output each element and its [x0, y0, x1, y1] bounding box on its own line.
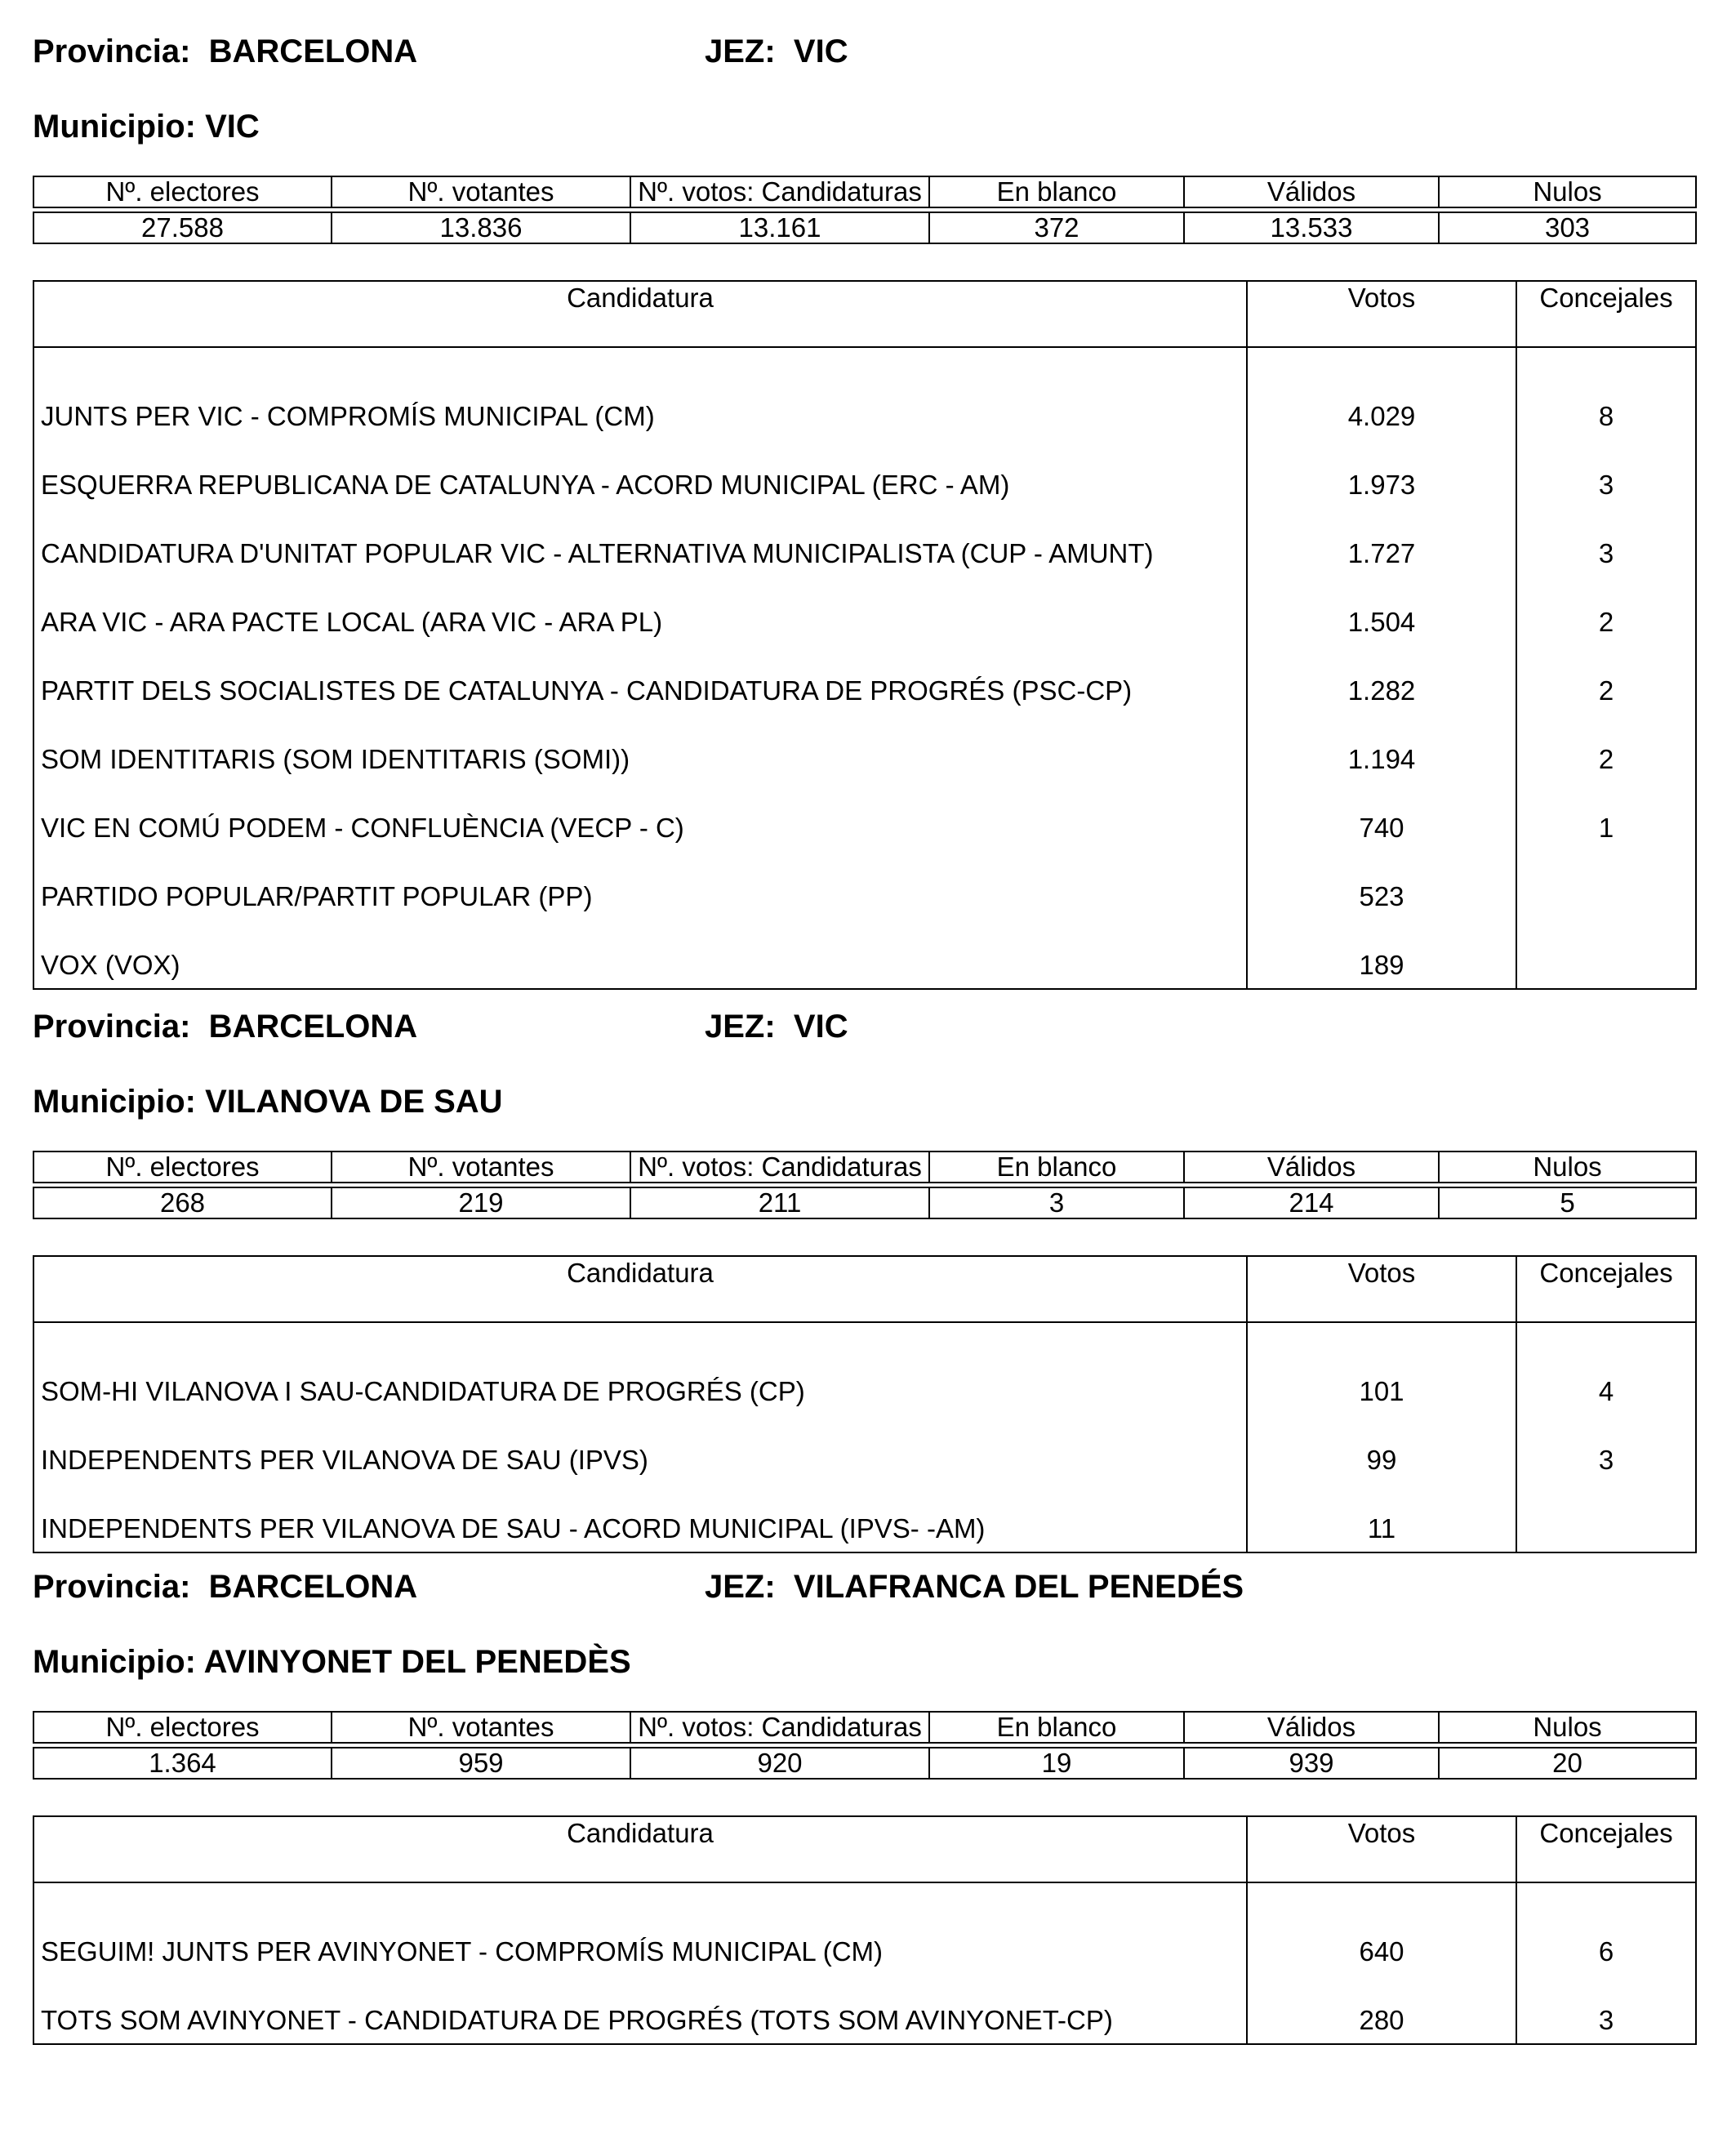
- provincia-heading: Provincia: BARCELONA: [33, 1569, 418, 1605]
- candidate-row: [33, 439, 1696, 508]
- summary-header-cell: En blanco: [929, 1152, 1184, 1183]
- candidate-seats: [1516, 1483, 1696, 1552]
- summary-value: 13.161: [630, 212, 929, 243]
- candidate-row: [33, 1414, 1696, 1483]
- candidate-votes: 11: [1247, 1483, 1516, 1552]
- candidate-votes: 1.194: [1247, 714, 1516, 782]
- summary-value: 27.588: [33, 212, 332, 243]
- candidate-seats: 4: [1516, 1322, 1696, 1414]
- summary-value-row: [33, 212, 1696, 243]
- summary-value: 372: [929, 212, 1184, 243]
- summary-value: 268: [33, 1187, 332, 1218]
- candidate-row: [33, 1483, 1696, 1552]
- candidate-name: ARA VIC - ARA PACTE LOCAL (ARA VIC - ARA PL): [33, 577, 1247, 645]
- summary-value: 19: [929, 1748, 1184, 1779]
- jez-heading: JEZ: VIC: [705, 1009, 848, 1045]
- candidate-seats: [1516, 920, 1696, 989]
- candidates-header-row: [33, 1256, 1696, 1322]
- candidate-name: PARTIT DELS SOCIALISTES DE CATALUNYA - CANDIDATURA DE PROGRÉS (PSC-CP): [33, 645, 1247, 714]
- candidate-seats: [1516, 851, 1696, 920]
- candidate-votes: 99: [1247, 1414, 1516, 1483]
- municipality-section: [33, 27, 1695, 990]
- candidate-name: PARTIDO POPULAR/PARTIT POPULAR (PP): [33, 851, 1247, 920]
- municipio-heading: Municipio: VIC: [33, 109, 260, 145]
- candidate-name: INDEPENDENTS PER VILANOVA DE SAU (IPVS): [33, 1414, 1247, 1483]
- summary-header-cell: En blanco: [929, 1712, 1184, 1743]
- candidate-votes: 280: [1247, 1975, 1516, 2044]
- summary-value: 219: [332, 1187, 630, 1218]
- municipio-heading: Municipio: VILANOVA DE SAU: [33, 1084, 503, 1120]
- summary-value: 939: [1184, 1748, 1439, 1779]
- candidate-seats: 3: [1516, 508, 1696, 577]
- jez-heading: JEZ: VIC: [705, 33, 848, 69]
- summary-table: [33, 1711, 1697, 1780]
- summary-value: 13.533: [1184, 212, 1439, 243]
- candidate-votes: 523: [1247, 851, 1516, 920]
- summary-header-cell: Nº. votos: Candidaturas: [630, 1152, 929, 1183]
- summary-header-row: [33, 1712, 1696, 1743]
- candidate-row: [33, 645, 1696, 714]
- jez-heading: JEZ: VILAFRANCA DEL PENEDÉS: [705, 1569, 1244, 1605]
- candidate-name: VOX (VOX): [33, 920, 1247, 989]
- candidate-row: [33, 577, 1696, 645]
- candidate-row: [33, 1882, 1696, 1975]
- section-header: [33, 27, 1695, 76]
- candidate-votes: 1.973: [1247, 439, 1516, 508]
- votos-header: Votos: [1247, 1256, 1516, 1322]
- candidate-votes: 189: [1247, 920, 1516, 989]
- candidate-name: TOTS SOM AVINYONET - CANDIDATURA DE PROGRÉS (TOTS SOM AVINYONET-CP): [33, 1975, 1247, 2044]
- candidate-seats: 2: [1516, 577, 1696, 645]
- summary-value: 920: [630, 1748, 929, 1779]
- summary-value: 5: [1439, 1187, 1696, 1218]
- candidates-table: [33, 1815, 1697, 2045]
- candidatura-header: Candidatura: [33, 1256, 1247, 1322]
- summary-header-cell: Nº. electores: [33, 1712, 332, 1743]
- candidate-name: SEGUIM! JUNTS PER AVINYONET - COMPROMÍS MUNICIPAL (CM): [33, 1882, 1247, 1975]
- candidates-header-row: [33, 1816, 1696, 1882]
- summary-header-cell: Nº. electores: [33, 1152, 332, 1183]
- summary-header-cell: Nulos: [1439, 1152, 1696, 1183]
- summary-header-cell: En blanco: [929, 176, 1184, 207]
- summary-header-cell: Nº. votos: Candidaturas: [630, 1712, 929, 1743]
- candidate-name: SOM IDENTITARIS (SOM IDENTITARIS (SOMI)): [33, 714, 1247, 782]
- candidate-votes: 4.029: [1247, 347, 1516, 439]
- candidate-row: [33, 1322, 1696, 1414]
- municipio-heading: Municipio: AVINYONET DEL PENEDÈS: [33, 1644, 631, 1680]
- provincia-heading: Provincia: BARCELONA: [33, 33, 418, 69]
- candidate-seats: 8: [1516, 347, 1696, 439]
- candidate-name: ESQUERRA REPUBLICANA DE CATALUNYA - ACORD MUNICIPAL (ERC - AM): [33, 439, 1247, 508]
- concejales-header: Concejales: [1516, 1816, 1696, 1882]
- candidate-row: [33, 920, 1696, 989]
- summary-value: 20: [1439, 1748, 1696, 1779]
- summary-value: 303: [1439, 212, 1696, 243]
- candidates-table: [33, 1255, 1697, 1553]
- summary-value: 959: [332, 1748, 630, 1779]
- provincia-heading: Provincia: BARCELONA: [33, 1009, 418, 1045]
- candidate-votes: 1.282: [1247, 645, 1516, 714]
- candidate-votes: 1.727: [1247, 508, 1516, 577]
- candidatura-header: Candidatura: [33, 281, 1247, 347]
- candidate-votes: 640: [1247, 1882, 1516, 1975]
- summary-value: 3: [929, 1187, 1184, 1218]
- summary-value: 214: [1184, 1187, 1439, 1218]
- summary-header-cell: Nº. votantes: [332, 1712, 630, 1743]
- summary-header-cell: Nº. votantes: [332, 1152, 630, 1183]
- summary-header-cell: Nº. electores: [33, 176, 332, 207]
- candidate-row: [33, 782, 1696, 851]
- concejales-header: Concejales: [1516, 1256, 1696, 1322]
- candidate-name: INDEPENDENTS PER VILANOVA DE SAU - ACORD MUNICIPAL (IPVS- -AM): [33, 1483, 1247, 1552]
- candidate-votes: 740: [1247, 782, 1516, 851]
- municipality-section: [33, 1562, 1695, 2045]
- candidate-row: [33, 714, 1696, 782]
- candidate-row: [33, 508, 1696, 577]
- summary-value: 13.836: [332, 212, 630, 243]
- votos-header: Votos: [1247, 1816, 1516, 1882]
- candidate-seats: 6: [1516, 1882, 1696, 1975]
- candidate-name: JUNTS PER VIC - COMPROMÍS MUNICIPAL (CM): [33, 347, 1247, 439]
- summary-value-row: [33, 1748, 1696, 1779]
- summary-value: 1.364: [33, 1748, 332, 1779]
- candidate-name: VIC EN COMÚ PODEM - CONFLUÈNCIA (VECP - C): [33, 782, 1247, 851]
- summary-header-cell: Válidos: [1184, 1712, 1439, 1743]
- summary-header-row: [33, 1152, 1696, 1183]
- candidate-name: CANDIDATURA D'UNITAT POPULAR VIC - ALTERNATIVA MUNICIPALISTA (CUP - AMUNT): [33, 508, 1247, 577]
- candidate-seats: 3: [1516, 1975, 1696, 2044]
- municipality-section: [33, 1002, 1695, 1553]
- candidate-row: [33, 851, 1696, 920]
- summary-header-cell: Nº. votos: Candidaturas: [630, 176, 929, 207]
- candidate-seats: 2: [1516, 645, 1696, 714]
- candidate-votes: 1.504: [1247, 577, 1516, 645]
- summary-header-cell: Nulos: [1439, 176, 1696, 207]
- candidates-table: [33, 280, 1697, 990]
- candidate-row: [33, 347, 1696, 439]
- concejales-header: Concejales: [1516, 281, 1696, 347]
- summary-table: [33, 176, 1697, 244]
- candidate-row: [33, 1975, 1696, 2044]
- summary-table: [33, 1151, 1697, 1219]
- summary-value-row: [33, 1187, 1696, 1218]
- section-header: [33, 1002, 1695, 1051]
- summary-value: 211: [630, 1187, 929, 1218]
- summary-header-cell: Nº. votantes: [332, 176, 630, 207]
- candidatura-header: Candidatura: [33, 1816, 1247, 1882]
- summary-header-cell: Válidos: [1184, 1152, 1439, 1183]
- candidate-votes: 101: [1247, 1322, 1516, 1414]
- candidate-name: SOM-HI VILANOVA I SAU-CANDIDATURA DE PROGRÉS (CP): [33, 1322, 1247, 1414]
- section-header: [33, 1562, 1695, 1611]
- summary-header-row: [33, 176, 1696, 207]
- candidate-seats: 3: [1516, 1414, 1696, 1483]
- candidate-seats: 2: [1516, 714, 1696, 782]
- candidate-seats: 3: [1516, 439, 1696, 508]
- summary-header-cell: Válidos: [1184, 176, 1439, 207]
- candidate-seats: 1: [1516, 782, 1696, 851]
- votos-header: Votos: [1247, 281, 1516, 347]
- candidates-header-row: [33, 281, 1696, 347]
- summary-header-cell: Nulos: [1439, 1712, 1696, 1743]
